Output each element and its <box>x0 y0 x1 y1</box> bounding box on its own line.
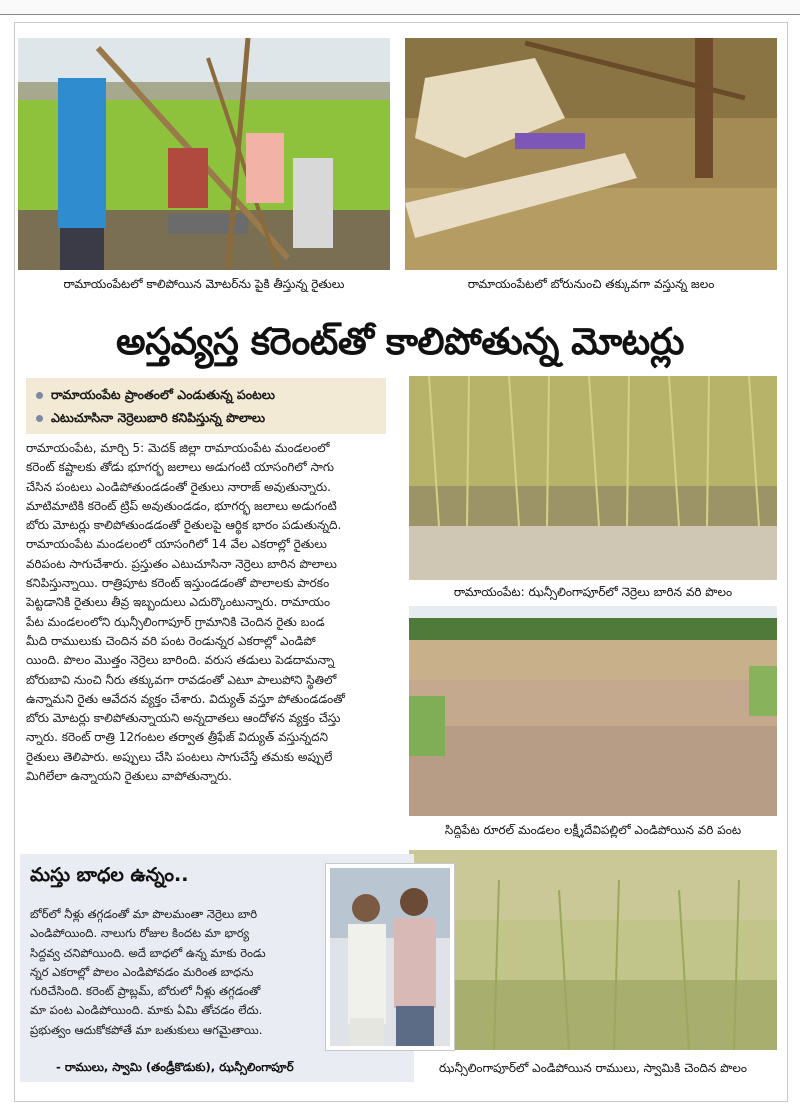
quote-title: మస్తు బాధల ఉన్నం.. <box>30 864 189 886</box>
body-line: ఉన్నామని రైతు ఆవేదన వ్యక్తం చేశారు. విద్యుత్ వస్తూ పోతుండడంతో <box>26 691 345 706</box>
body-line: పేట మండలంలోని ఝన్సీలింగాపూర్ గ్రామానికి చెందిన రైతు బండ <box>26 614 325 629</box>
quote-line: ప్రభుత్వం ఆదుకోకపోతే మా బతుకులు ఆగమైతాయి. <box>30 1022 263 1037</box>
body-line: పెట్టడానికి రైతులు తీవ్ర ఇబ్బందులు ఎదుర్కొంటున్నారు. రామాయం <box>26 595 331 610</box>
photo-bore-pipe <box>405 38 777 270</box>
highlight-text: ఎటుచూసినా నెర్రెలుబారి కనిపిస్తున్న పొలాలు <box>51 410 266 425</box>
quote-line: ఎండిపోయింది. నాలుగు రోజుల కిందట మా భార్య <box>30 926 250 941</box>
photo-cracked-paddy-field <box>409 376 777 580</box>
body-line: రైతులు తెలిపారు. అప్పులు చేసి పంటలు సాగుచేస్తే తమకు అప్పులే <box>26 749 333 764</box>
quote-text <box>30 905 338 1040</box>
highlight-item <box>36 385 376 405</box>
body-line: కరెంట్ కష్టాలకు తోడు భూగర్భ జలాలు అడుగంటి యాసంగిలో సాగు <box>26 460 335 475</box>
photo-farmers-lifting-motor <box>18 38 390 270</box>
farmers-portrait-photo <box>326 864 454 1050</box>
quote-line: మా పంట ఎండిపోయింది. మాకు ఏమి తోచడం లేదు. <box>30 1003 263 1018</box>
page-top-strip <box>0 0 800 15</box>
quote-line: బోర్‌లో నీళ్లు తగ్గడంతో మా పొలమంతా నెర్రెలు బారి <box>30 907 258 921</box>
quote-line: సిద్దవ్వ చనిపోయింది. అదే బాధలో ఉన్న మాకు రెండు <box>30 945 266 960</box>
body-line: కనిపిస్తున్నాయి. రాత్రిపూట కరెంట్ ఇస్తుండడంతో పొలాలకు పారకం <box>26 576 330 591</box>
bullet-icon <box>36 392 43 399</box>
caption-top-right: రామాయంపేటలో బోరునుంచి తక్కువగా వస్తున్న జలం <box>467 277 715 291</box>
quote-signature: - రాములు, స్వామి (తండ్రీకొడుకు), ఝన్సీలింగాపూర్ <box>56 1060 294 1074</box>
caption-right-1: రామాయంపేట: ఝన్సీలింగాపూర్‌లో నెర్రెలు బారిన వరి పొలం <box>453 585 733 599</box>
caption-right-2: సిద్దిపేట రూరల్ మండలం లక్ష్మీదేవిపల్లిలో ఎండిపోయిన వరి పంట <box>444 823 742 837</box>
headline: అస్తవ్యస్త కరెంట్‌తో కాలిపోతున్న మోటర్లు <box>116 320 684 363</box>
body-line: రామాయంపేట, మార్చి 5: మెదక్ జిల్లా రామాయంపేట మండలంలో <box>26 441 330 455</box>
bullet-icon <box>36 415 43 422</box>
photo-dried-paddy-field <box>409 606 777 816</box>
body-line: చేసిన పంటలు ఎండిపోతుండడంతో రైతులు నారాజ్ అవుతున్నారు. <box>26 479 331 494</box>
quote-line: గురిచేసింది. కరెంట్ ప్రాబ్లమ్, బోరులో నీళ్లు తగ్గడంతో <box>30 984 261 999</box>
body-line: బోరుబావి నుంచి నీరు తక్కువగా రావడంతో ఎటూ పాలుపోని స్థితిలో <box>26 672 337 687</box>
caption-right-3: ఝన్సీలింగాపూర్‌లో ఎండిపోయిన రాములు, స్వామికి చెందిన పొలం <box>439 1061 747 1075</box>
body-line: బోరు మోటర్లు కాలిపోతున్నాయని అన్నదాతలు ఆందోళన వ్యక్తం చేస్తు <box>26 711 341 726</box>
body-line: మిగిలేలా ఉన్నాయని రైతులు వాపోతున్నారు. <box>26 769 232 784</box>
body-line: బోరు మోటర్లు కాలిపోతుండడంతో రైతులపై ఆర్థిక భారం పడుతున్నది. <box>26 518 342 533</box>
quote-line: న్నర ఎకరాల్లో పొలం ఎండిపోవడం మరింత బాధను <box>30 964 254 979</box>
article-body <box>26 439 402 841</box>
highlight-item <box>36 408 376 428</box>
body-line: యింది. పొలం మొత్తం నెర్రెలు బారింది. వరుస తడులు పెడదామన్నా <box>26 653 335 668</box>
body-line: వరిపంట సాగుచేశారు. ప్రస్తుతం ఎటుచూసినా నెర్రెలు బారిన పొలాలు <box>26 556 337 571</box>
highlight-text: రామాయంపేట ప్రాంతంలో ఎండుతున్న పంటలు <box>51 387 275 402</box>
highlights-box <box>26 378 386 434</box>
body-line: రామాయంపేట మండలంలో యాసంగిలో 14 వేల ఎకరాల్లో రైతులు <box>26 537 327 552</box>
body-line: మాటిమాటికి కరెంట్ ట్రిప్ అవుతుండడం, భూగర్భ జలాలు అడుగంటి <box>26 498 337 513</box>
photo-withered-field <box>409 850 777 1050</box>
caption-top-left: రామాయంపేటలో కాలిపోయిన మోటర్‌ను పైకి తీస్తున్న రైతులు <box>63 277 345 291</box>
body-line: మీది రాములుకు చెందిన వరి పంట రెండున్నర ఎకరాల్లో ఎండిపో <box>26 633 316 648</box>
body-line: న్నారు. కరెంట్ రాత్రి 12గంటల తర్వాత త్రీఫేజ్ విద్యుత్ వస్తున్నదని <box>26 730 329 745</box>
